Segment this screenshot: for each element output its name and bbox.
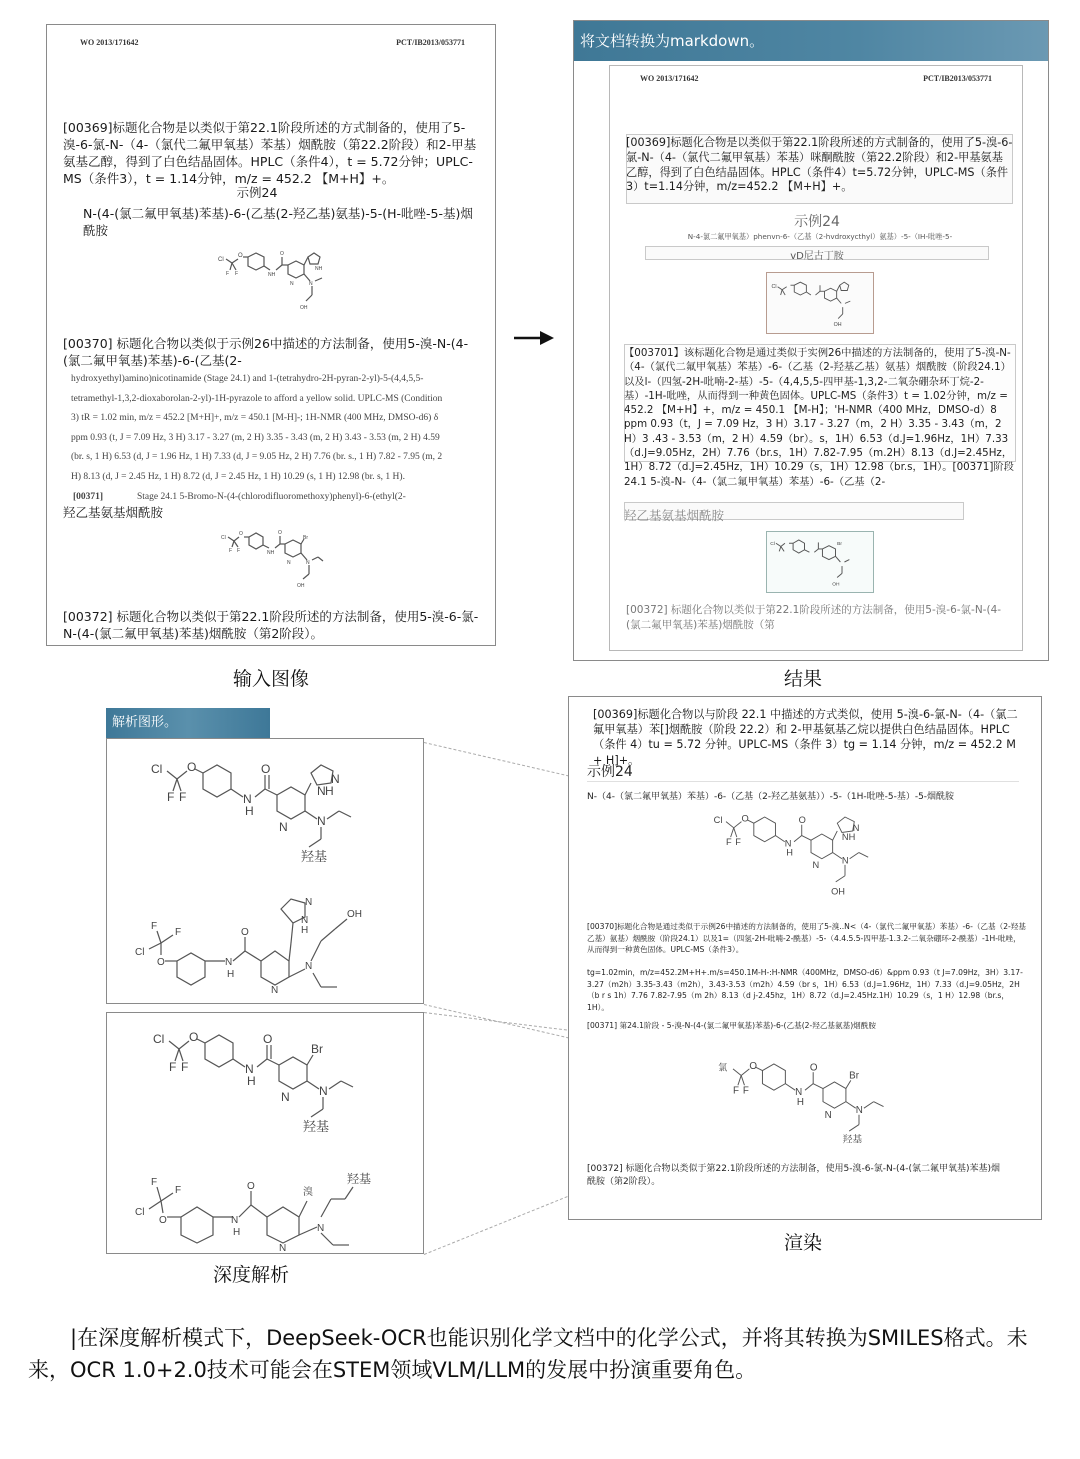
svg-text:NH: NH (315, 266, 323, 272)
doc-header-left: WO 2013/171642 (80, 38, 139, 47)
svg-text:Br: Br (849, 1070, 859, 1082)
parsed-molecule-pyrazole (145, 749, 365, 869)
para-00370-en (71, 370, 491, 488)
svg-text:O: O (749, 1060, 757, 1072)
result-para-00370: 【003701】该标题化合物是通过类似于实例26中描述的方法制备的，使用了5-溴-N-（4-（氯代二氟甲氧基）苯基）-6-（乙基（2-羟基乙基）氨基）烟酰胺（阶段24.1）以及l-（四氢-2H-吡喃-2-基）-5-（4,4,5,5-四甲基-1,3,2-二氧杂硼杂环丁烷-2-基）-1H-吡唑，从而得到一种黄色固体。UPLC-MS（条件3）t = 1.02分钟，m/z = 452.2 【M+H】+，m/z = 450.1 【M-H】；'H-NMR（400 MHz，DMSO-d）8 ppm 0.93（t，J = 7.09 Hz，3 H）3.17 - 3.27（m，2 H）3.35 - 3.43（m，2 H）3 .43 - 3.53（m，2 H）4.59（br）。s，1H）6.53（d.J=1.96Hz，1H）7.33（d.J=9.05Hz，2H）7.76（br.s，1H）7.82-7.95（m.2H）8.13（d.J=2.45Hz，1H）8.72（d.J=2.45Hz，1H）10.29（s，1H）12.98（br.s，1H）。[00371]阶段24.1 5-溴-N-（4-（氯二氟甲氧基）苯基）-6-（乙基（2- (624, 347, 1014, 488)
para-00369: [00369]标题化合物是以类似于第22.1阶段所述的方式制备的，使用了5-溴-6-氯-N-（4-（氯代二氟甲氧基）苯基）烟酰胺（第22.2阶段）和2-甲基氨基乙醇，得到了白色结晶固体。HPLC（条件4），t = 5.72分钟；UPLC-MS（条件3），t = 1.14分钟，m/z = 452.2 【M+H】+。 (63, 120, 477, 186)
render-example-title: 示例24 (587, 764, 633, 780)
svg-text:OH: OH (297, 583, 305, 589)
example-title: 示例24 (236, 185, 278, 200)
svg-text:O: O (247, 1181, 255, 1192)
svg-text:Cl: Cl (771, 284, 777, 291)
svg-text:O: O (157, 957, 165, 968)
render-divider (587, 781, 1019, 782)
svg-text:Cl: Cl (770, 541, 775, 547)
svg-text:H: H (227, 969, 235, 980)
nmr-line: ppm 0.93 (t, J = 7.09 Hz, 3 H) 3.17 - 3.27 (m, 2 H) 3.35 - 3.43 (m, 2 H) 3.43 - 3.53 (m, 2 H) 4.59 (71, 432, 440, 443)
molecule-structure-bromo (217, 525, 347, 595)
svg-text:NH: NH (841, 832, 856, 843)
svg-text:H: H (233, 1227, 241, 1238)
nmr-line: hydroxyethyl)amino)nicotinamide (Stage 24.1) and 1-(tetrahydro-2H-pyran-2-yl)-5-(4,4,5,5- (71, 374, 424, 384)
svg-text:N: N (279, 820, 288, 834)
doc-header-right: PCT/IB2013/053771 (396, 38, 465, 47)
svg-text:F: F (167, 790, 175, 804)
br-label: 溴 (303, 1187, 313, 1198)
svg-text:Br: Br (837, 541, 842, 547)
render-para-00371: [00371] 第24.1阶段 - 5-溴-N-(4-(氯二氟甲氧基)苯基)-6-(乙基(2-羟乙基氨基)烟酰胺 (587, 1021, 876, 1030)
input-image-caption: 输入图像 (232, 668, 309, 690)
svg-text:F: F (742, 1085, 749, 1097)
result-example-title: 示例24 (794, 214, 840, 230)
svg-text:F: F (151, 1177, 158, 1188)
parse-figure-box-1 (106, 738, 424, 1004)
svg-text:OH: OH (832, 582, 840, 588)
svg-text:O: O (261, 762, 271, 776)
svg-text:O: O (741, 813, 749, 824)
nmr-line: 3) tR = 1.02 min, m/z = 452.2 [M+H]+, m/z = 450.1 [M-H]-; 1H-NMR (400 MHz, DMSO-d6) δ (71, 413, 439, 424)
svg-text:N: N (279, 1243, 287, 1253)
svg-text:Cl: Cl (221, 535, 226, 541)
svg-text:H: H (301, 925, 309, 936)
deep-parse-caption: 深度解析 (212, 1264, 289, 1286)
svg-text:O: O (278, 530, 282, 536)
parsed-molecule-bromo (147, 1019, 367, 1139)
result-molecule-box (766, 272, 874, 334)
svg-text:N: N (331, 772, 340, 786)
para-00372: [00372] 标题化合物以类似于第22.1阶段所述的方法制备，使用5-溴-6-氯-N-(4-(氯二氟甲氧基)苯基)烟酰胺（第2阶段）。 (63, 609, 479, 641)
markdown-prompt-bar: 将文档转换为markdown。 (574, 21, 1048, 61)
svg-text:N: N (317, 1223, 325, 1234)
svg-text:Br: Br (303, 535, 308, 541)
render-para-00372: [00372] 标题化合物以类似于第22.1阶段所述的方法制备，使用5-溴-6-氯-N-(4-(氯二氟甲氧基)苯基)烟酰胺（第2阶段）。 (587, 1164, 1000, 1187)
svg-text:F: F (151, 921, 158, 932)
svg-text:O: O (187, 760, 197, 774)
svg-text:H: H (245, 804, 254, 818)
arrow-right-icon (514, 330, 554, 349)
nmr-line: tetramethyl-1,3,2-dioxaborolan-2-yl)-1H-pyrazole to afford a yellow solid. UPLC-MS (Condition (71, 393, 443, 404)
svg-text:N: N (225, 957, 233, 968)
svg-text:Cl: Cl (153, 1032, 165, 1046)
svg-text:F: F (237, 548, 241, 554)
render-example-name: N-（4-（氯二氟甲氧基）苯基）-6-（乙基（2-羟乙基氨基））-5-（1H-吡唑-5-基）-5-烟酰胺 (587, 792, 955, 802)
result-para-00369: [00369]标题化合物是以类似于第22.1阶段所述的方式制备的，使用了5-溴-6-氯-N-（4-（氯代二氟甲氧基）苯基）咪酮酰胺（第22.2阶段）和2-甲基氨基乙醇，得到了白色结晶固体。HPLC（条件4）t=5.72分钟，UPLC-MS（条件3）t=1.14分钟，m/z=452.2 【M+H】+。 (626, 136, 1013, 194)
svg-text:N: N (824, 1110, 832, 1121)
connector-line (424, 1187, 591, 1255)
para-00371-en: Stage 24.1 5-Bromo-N-(4-(chlorodifluoromethoxy)phenyl)-6-(ethyl(2- (137, 492, 406, 502)
molecule-structure-pyrazole (212, 243, 352, 318)
svg-text:N: N (852, 822, 860, 833)
svg-text:F: F (175, 927, 182, 938)
svg-text:F: F (235, 271, 239, 277)
render-para-00370: [00370]标题化合物是通过类似于示例26中描述的方法制备的，使用了5-溴..N<（4-（氯代二氟甲氧基）苯基）-6-（乙基（2-羟基乙基）氨基）烟酰胺（阶段24.1）以及1=（四氢-2H-吡喃-2-酰基）-5-（4.4.5.5-四甲基-1.3.2-二氧杂硼环-2-酰基）-1H-吡唑，从而得到一种黄色固体。UPLC-MS（条件3）。 (587, 922, 1026, 955)
result-para-00371-cn: 羟乙基氨基烟酰胺 (624, 508, 725, 523)
svg-text:OH: OH (347, 909, 362, 920)
result-inner-page (609, 65, 1023, 651)
result-header-right: PCT/IB2013/053771 (923, 74, 992, 83)
result-molecule-box-bromo (766, 531, 874, 593)
svg-text:H: H (247, 1074, 256, 1088)
svg-text:Cl: Cl (151, 762, 163, 776)
svg-text:N: N (812, 860, 820, 870)
para-00371-num: [00371] (73, 492, 104, 502)
svg-text:O: O (280, 251, 284, 257)
example-name: N-(4-(氯二氟甲氧基)苯基)-6-(乙基(2-羟乙基)氨基)-5-(H-吡唑-5-基)烟酰胺 (83, 206, 473, 238)
parse-figure-box-2 (106, 1012, 424, 1254)
svg-text:F: F (733, 1085, 739, 1097)
svg-text:N: N (301, 915, 309, 926)
para-00370-cn: [00370] 标题化合物以类似于示例26中描述的方法制备，使用5-溴-N-(4-(氯二氟甲氧基)苯基)-6-(乙基(2- (63, 336, 469, 368)
svg-text:OH: OH (831, 886, 845, 897)
parsed-molecule-bromo-colored (121, 1143, 401, 1253)
svg-text:N: N (784, 838, 792, 849)
svg-text:H: H (786, 847, 793, 858)
oh-label: 羟基 (303, 1119, 330, 1134)
svg-text:N: N (305, 961, 313, 972)
svg-text:N: N (305, 897, 313, 908)
svg-text:N: N (319, 1084, 328, 1098)
svg-text:O: O (241, 927, 249, 938)
svg-text:N: N (231, 1215, 239, 1226)
svg-text:F: F (169, 1060, 177, 1074)
svg-text:O: O (189, 1030, 199, 1044)
svg-text:Cl: Cl (713, 815, 723, 826)
svg-text:OH: OH (833, 322, 842, 329)
render-molecule-pyrazole (709, 801, 879, 901)
svg-text:Cl: Cl (135, 947, 145, 958)
svg-text:Cl: Cl (135, 1207, 145, 1218)
result-header-left: WO 2013/171642 (640, 74, 699, 83)
result-example-name: N-4-氯二氟甲氧基）phenvn-6-（乙基（2-hvdroxycthyl）氨基）-5-（IH-吡唑-5- (687, 232, 953, 241)
svg-text:N: N (281, 1090, 290, 1104)
svg-text:N: N (306, 560, 310, 566)
svg-text:N: N (841, 855, 849, 866)
svg-text:O: O (239, 531, 243, 537)
svg-text:F: F (226, 271, 230, 277)
result-example-name-2: vD尼古丁胺 (790, 251, 844, 262)
svg-text:O: O (263, 1032, 273, 1046)
svg-text:N: N (795, 1087, 803, 1099)
result-para-00372: [00372] 标题化合物以类似于第22.1阶段所述的方法制备，使用5-溴-6-氯-N-(4-(氯二氟甲氧基)苯基)烟酰胺（第 (626, 604, 1002, 631)
oh-label: 羟基 (842, 1134, 863, 1146)
svg-text:OH: OH (300, 305, 308, 311)
result-panel (573, 20, 1049, 661)
svg-text:N: N (855, 1105, 863, 1117)
summary-paragraph: |在深度解析模式下，DeepSeek-OCR也能识别化学文档中的化学公式，并将其转换为SMILES格式。未来，OCR 1.0+2.0技术可能会在STEM领域VLM/LLM的发展中扮演重要角色。 (28, 1326, 1028, 1382)
input-document-page (46, 24, 496, 646)
svg-text:O: O (238, 253, 243, 259)
svg-text:F: F (735, 836, 741, 847)
svg-text:O: O (159, 1215, 167, 1226)
svg-text:F: F (229, 548, 233, 554)
svg-text:H: H (796, 1096, 804, 1108)
render-para-00369: [00369]标题化合物以与阶段 22.1 中描述的方式类似，使用 5-溴-6-氯-N-（4-（氯二氟甲氧基）苯[]烟酰胺（阶段 22.2）和 2-甲基氨基乙烷以提供白色结晶固体。HPLC（条件 4）tu = 5.72 分钟。UPLC-MS（条件 3）tg = 1.14 分钟，m/z = 452.2 M + H]+。 (593, 708, 1018, 767)
oh-label-colored: 羟基 (347, 1172, 372, 1186)
render-caption: 渲染 (783, 1232, 822, 1254)
parse-figure-bar: 解析图形。 (106, 708, 270, 738)
svg-text:N: N (290, 281, 294, 287)
svg-text:Br: Br (311, 1042, 323, 1056)
svg-text:N: N (309, 281, 313, 287)
render-panel (568, 696, 1042, 1220)
svg-text:F: F (181, 1060, 189, 1074)
svg-text:N: N (245, 1062, 254, 1076)
svg-text:N: N (317, 784, 326, 798)
render-molecule-bromo (715, 1045, 895, 1155)
parsed-molecule-pyrazole-colored (121, 869, 401, 999)
para-00371-cn: 羟乙基氨基烟酰胺 (63, 505, 164, 520)
cl-label: 氯 (718, 1062, 728, 1073)
svg-text:N: N (317, 814, 326, 828)
svg-text:H: H (325, 784, 334, 798)
svg-text:O: O (798, 815, 806, 826)
svg-text:NH: NH (268, 272, 276, 278)
svg-text:N: N (287, 560, 291, 566)
nmr-line: H) 8.13 (d, J = 2.45 Hz, 1 H) 8.72 (d, J = 2.45 Hz, 1 H) 10.29 (s, 1 H) 12.98 (br. s, 1 H). (71, 471, 405, 482)
svg-text:F: F (726, 836, 732, 847)
svg-text:F: F (175, 1185, 182, 1196)
svg-text:O: O (809, 1062, 818, 1074)
svg-text:F: F (179, 790, 187, 804)
svg-text:N: N (271, 985, 279, 996)
svg-text:Cl: Cl (218, 257, 224, 263)
oh-label: 羟基 (301, 849, 328, 864)
nmr-line: (br. s, 1 H) 6.53 (d, J = 1.96 Hz, 1 H) 7.33 (d, J = 9.05 Hz, 2 H) 7.76 (br. s., 1 H) 7.82 - 7.95 (m, 2 (71, 452, 443, 463)
result-caption: 结果 (783, 668, 822, 690)
render-para-nmr: tg=1.02min，m/z=452.2M+H+.m/s=450.1M-H-:H-NMR（400MHz，DMSO-d6）&ppm 0.93（t J=7.09Hz，3H）3.17-3.27（m2h）3.35-3.43（m2h），3.43-3.53（m2h）4.59（br s，1H）6.53（d.J=1.96Hz，1H）7.33（d.J=9.05Hz，2H（b r s 1h）7.76 7.82-7.95（m 2h）8.13（d j-2.45hz，1H）8.72（d.J=2.45Hz.1H）10.29（s，1 H）12.98（br.s，1H）。 (587, 968, 1023, 1012)
svg-text:NH: NH (267, 550, 275, 556)
svg-text:N: N (243, 792, 252, 806)
